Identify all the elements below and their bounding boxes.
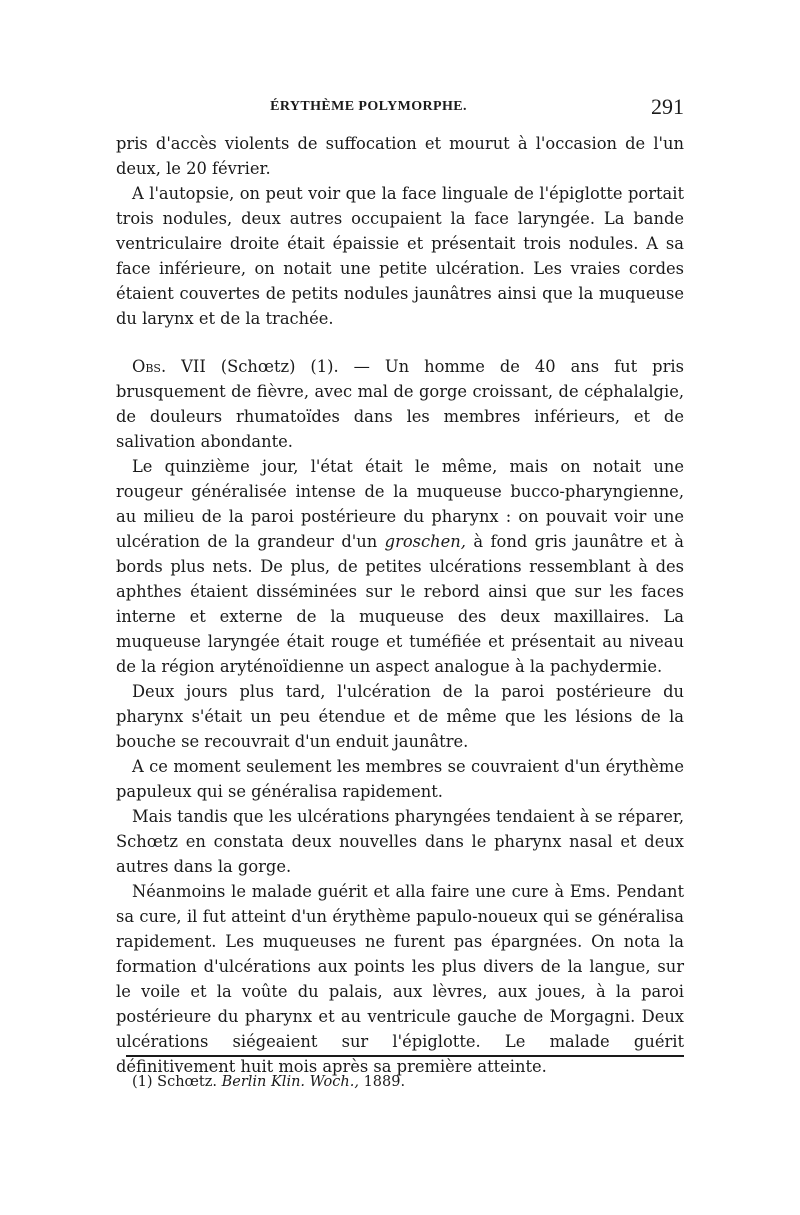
footnote-marker: (1) [132,1074,153,1090]
observation-p1-italic: groschen, [384,532,466,551]
footnote-journal: Berlin Klin. Woch., [221,1074,359,1090]
footnote-author: Schœtz. [157,1074,217,1090]
footnote [132,1072,684,1092]
observation-paragraph-1 [116,454,684,679]
observation-paragraph-3: A ce moment seulement les membres se couvraient d'un érythème papuleux qui se généralisa rapidement. [116,757,684,801]
observation-author-ref: (Schœtz) (1). [220,357,339,376]
paragraph-continuation: pris d'accès violents de suffocation et mourut à l'occasion de l'un deux, le 20 février. [116,134,684,178]
footnote-rule [126,1055,684,1057]
footnote-year: 1889. [363,1074,406,1090]
observation-paragraph-5: Néanmoins le malade guérit et alla faire une cure à Ems. Pendant sa cure, il fut atteint d'un érythème papulo-noueux qui se généralisa rapidement. Les muqueuses ne furent pas épargnées. On nota la formation d'ulcérations aux points les plus divers de la langue, sur le voile et la voûte du palais, aux lèvres, aux joues, à la paroi postérieure du pharynx et au ventricule gauche de Morgagni. Deux ulcérations siégeaient sur l'épiglotte. Le malade guérit définitivement huit mois après sa première atteinte. [116,882,684,1076]
observation-p1-after: à fond gris jaunâtre et à bords plus nets. De plus, de petites ulcérations ressemblant à des aphthes étaient disséminées sur le rebord ainsi que sur les faces interne et externe de la muqueuse des deux maxillaires. La muqueuse laryngée était rouge et tuméfiée et présentait au niveau de la région aryténoïdienne un aspect analogue à la pachydermie. [116,532,684,676]
observation-intro-text: — Un homme de 40 ans fut pris brusquement de fièvre, avec mal de gorge croissant, de céphalalgie, de douleurs rhumatoïdes dans les membres inférieurs, et de salivation abondante. [116,357,684,451]
observation-p1-before: Le quinzième jour, l'état était le même, mais on notait une rougeur généralisée intense de la muqueuse bucco-pharyngienne, au milieu de la paroi postérieure du pharynx : on pouvait voir une ulcération de la grandeur d'un [116,457,684,551]
observation-paragraph-4: Mais tandis que les ulcérations pharyngées tendaient à se réparer, Schœtz en constata deux nouvelles dans le pharynx nasal et deux autres dans la gorge. [116,807,684,876]
observation-intro [116,354,684,454]
paragraph-autopsy: A l'autopsie, on peut voir que la face linguale de l'épiglotte portait trois nodules, deux autres occupaient la face laryngée. La bande ventriculaire droite était épaissie et présentait trois nodules. A sa face inférieure, on notait une petite ulcération. Les vraies cordes étaient couvertes de petits nodules jaunâtres ainsi que la muqueuse du larynx et de la trachée. [116,184,684,328]
observation-paragraph-2: Deux jours plus tard, l'ulcération de la paroi postérieure du pharynx s'était un peu étendue et de même que les lésions de la bouche se recouvrait d'un enduit jaunâtre. [116,682,684,751]
running-head [116,96,684,120]
observation-label: Obs. VII [132,357,206,376]
page-number: 291 [651,94,684,119]
body-text [116,131,684,1079]
running-title: ÉRYTHÈME POLYMORPHE. [270,99,467,114]
